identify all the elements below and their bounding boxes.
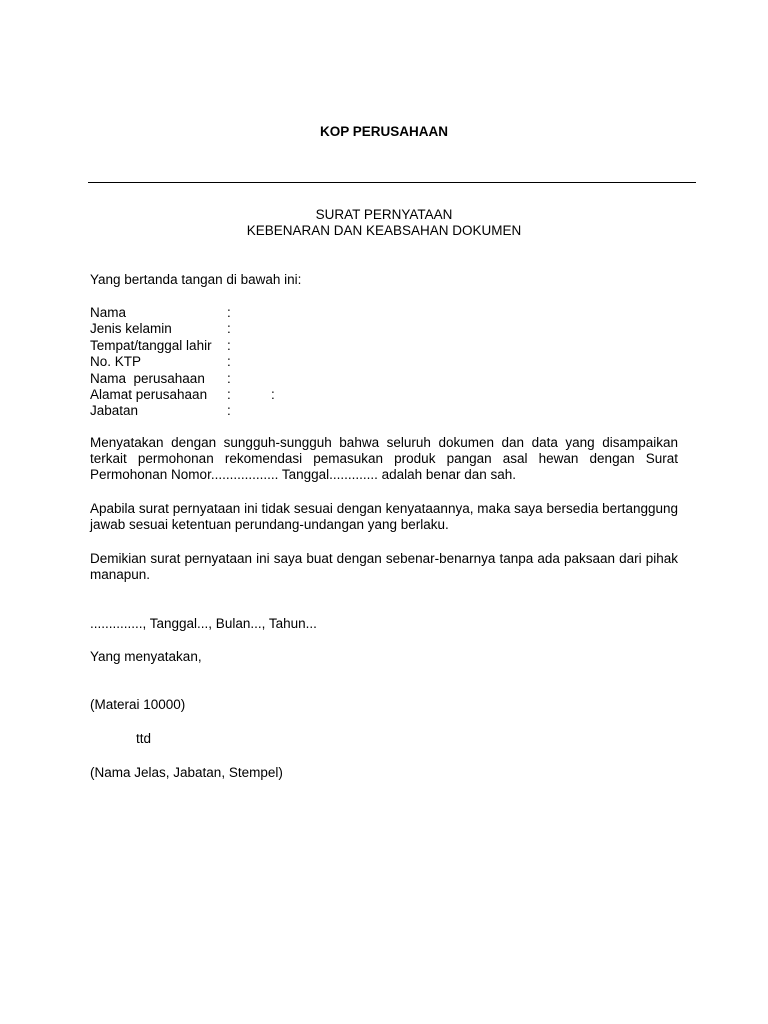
field-colon: : bbox=[227, 386, 231, 402]
field-label: Jenis kelamin bbox=[90, 321, 172, 337]
field-label: Tempat/tanggal lahir bbox=[90, 337, 212, 353]
statement-paragraph: Menyatakan dengan sungguh-sungguh bahwa seluruh dokumen dan data yang disampaikan terkait permohonan rekomendasi pemasukan produk pangan asal hewan dengan Surat Permohonan Nomor.................. Tanggal............. adalah benar dan sah. bbox=[90, 435, 678, 482]
letterhead-divider bbox=[88, 182, 696, 183]
signatory-name-line: (Nama Jelas, Jabatan, Stempel) bbox=[90, 765, 283, 780]
field-label: No. KTP bbox=[90, 354, 142, 370]
field-label: Jabatan bbox=[90, 403, 139, 419]
field-label: Nama perusahaan bbox=[90, 370, 205, 386]
signature-text: ttd bbox=[136, 731, 152, 746]
field-colon: : bbox=[227, 305, 231, 320]
intro-text: Yang bertanda tangan di bawah ini: bbox=[90, 272, 302, 287]
field-colon: : bbox=[227, 321, 231, 337]
letterhead-title: KOP PERUSAHAAN bbox=[319, 124, 449, 139]
field-extra-colon: : bbox=[271, 386, 275, 402]
field-colon: : bbox=[227, 354, 231, 370]
title-line-2: KEBENARAN DAN KEABSAHAN DOKUMEN bbox=[246, 223, 522, 238]
stamp-note: (Materai 10000) bbox=[90, 697, 186, 712]
closing-paragraph: Demikian surat pernyataan ini saya buat dengan sebenar-benarnya tanpa ada paksaan dari pihak manapun. bbox=[90, 551, 678, 582]
field-label: Nama bbox=[90, 305, 127, 320]
field-label: Alamat perusahaan bbox=[90, 386, 208, 402]
date-line: .............., Tanggal..., Bulan..., Tahun... bbox=[90, 616, 317, 631]
signer-label: Yang menyatakan, bbox=[90, 649, 202, 664]
field-colon: : bbox=[227, 403, 231, 419]
document-title bbox=[0, 207, 768, 239]
field-colon: : bbox=[227, 370, 231, 386]
field-colon: : bbox=[227, 337, 231, 353]
liability-paragraph: Apabila surat pernyataan ini tidak sesuai dengan kenyataannya, maka saya bersedia bertanggung jawab sesuai ketentuan perundang-undangan yang berlaku. bbox=[90, 501, 678, 532]
title-line-1: SURAT PERNYATAAN bbox=[315, 207, 453, 222]
